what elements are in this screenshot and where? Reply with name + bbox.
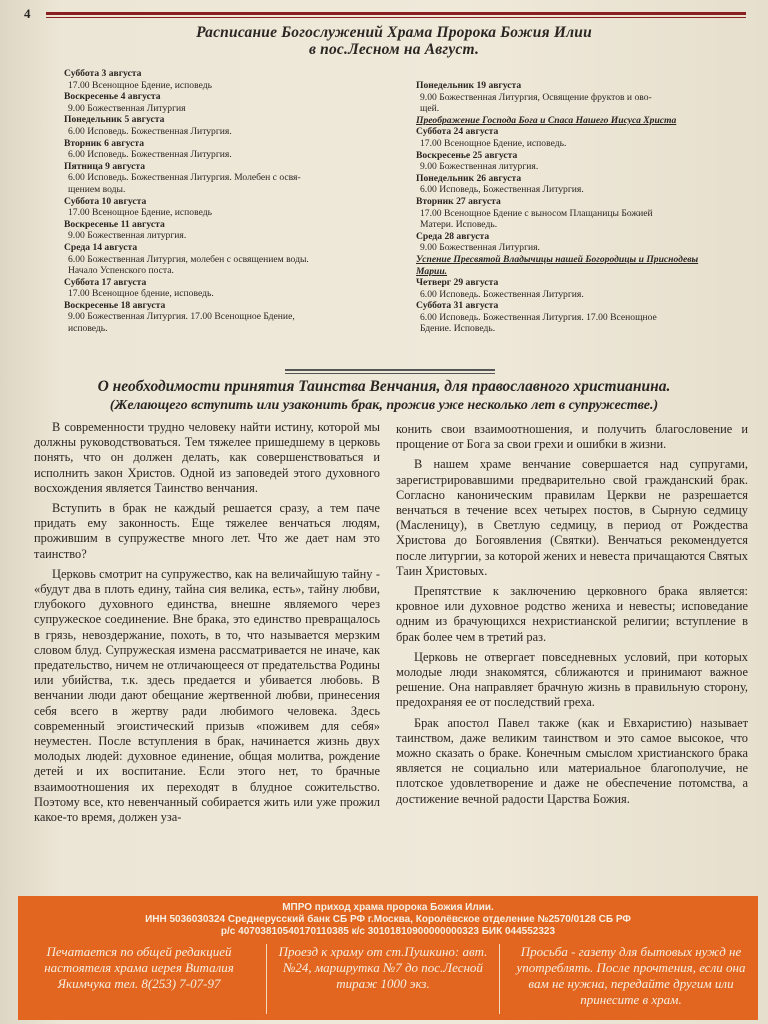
- schedule-day: Суббота 24 августа: [416, 126, 499, 138]
- schedule-service: 17.00 Всенощное Бдение с выносом Плащаницы Божией: [420, 207, 653, 219]
- schedule-service: 17.00 Всенощное бдение, исповедь.: [68, 288, 214, 300]
- schedule-service: 6.00 Исповедь. Божественная Литургия.: [420, 288, 584, 300]
- schedule-service: 9.00 Божественная Литургия. 17.00 Всенощное Бдение,: [68, 311, 295, 323]
- article-paragraph: Церковь не отвергает повседневных условий, при которых молодые люди знакомятся, сближаются и принимают важное решение. Она направляет брачную жизнь в правильную сторону, предохраняя ее от последствий греха.: [396, 649, 748, 710]
- header-rule: [46, 12, 746, 15]
- footer-line1: МПРО приход храма пророка Божия Илии.: [282, 902, 494, 913]
- schedule-service: Начало Успенского поста.: [68, 265, 174, 277]
- schedule-service: щением воды.: [68, 183, 126, 195]
- footer-request-box: Просьба - газету для бытовых нужд не употреблять. После прочтения, если она вам не нужна, передайте другим или принесите в храм.: [516, 944, 746, 1007]
- schedule-service: 9.00 Божественная литургия.: [68, 230, 187, 242]
- footer-bank-details: [18, 902, 758, 938]
- schedule-service: 6.00 Исповедь. Божественная Литургия.: [68, 149, 232, 161]
- section-divider-thin: [285, 373, 495, 374]
- schedule-day: Воскресенье 11 августа: [64, 218, 165, 230]
- schedule-feast: Преображение Господа Бога и Спаса Нашего Иисуса Христа: [416, 114, 677, 126]
- article-paragraph: В нашем храме венчание совершается над супругами, зарегистрировавшими предварительно свой гражданский брак. Согласно каноническим правилам Церкви не разрешается венчаться в течение всех четырех постов, в Сырную седмицу (Масленицу), в Светлую седмицу, в период от Рождества Христова до Богоявления (Святки). Венчаться рекомендуется после литургии, за которой жених и невеста причащаются Святых Таин Христовых.: [396, 457, 748, 578]
- schedule-service: 17.00 Всенощное Бдение, исповедь: [68, 79, 212, 91]
- schedule-day: Среда 14 августа: [64, 241, 138, 253]
- schedule-service: 6.00 Божественная Литургия, молебен с освящением воды.: [68, 253, 309, 265]
- schedule-day: Воскресенье 25 августа: [416, 149, 518, 161]
- schedule-left-column: [64, 68, 394, 335]
- schedule-day: Воскресенье 4 августа: [64, 91, 161, 103]
- article-paragraph: конить свои взаимоотношения, и получить благословение и прощение от Бога за свои грехи и ошибки в жизни.: [396, 422, 748, 452]
- schedule-day: Четверг 29 августа: [416, 277, 499, 289]
- section-divider: [285, 369, 495, 371]
- schedule-service: 17.00 Всенощное Бдение, исповедь: [68, 207, 212, 219]
- article-subtitle: (Желающего вступить или узаконить брак, прожив уже несколько лет в супружестве.): [109, 398, 659, 413]
- schedule-service: 6.00 Исповедь. Божественная Литургия.: [68, 125, 232, 137]
- schedule-title-line1: Расписание Богослужений Храма Пророка Божия Илии: [196, 24, 592, 41]
- article-paragraph: В современности трудно человеку найти истину, которой мы должны руководствоваться. Тем тяжелее пришедшему в церковь понять, что он должен делать, как совершенствоваться и исполнить закон Христов. Одной из заповедей этого духовного восхождения является Таинство венчания.: [34, 420, 380, 495]
- article-paragraph: Брак апостол Павел также (как и Евхаристию) называет таинством, даже великим таинством и это самое высокое, что можно сказать о браке. Конечным смыслом христианского брака является не социально или материальное благополучие, не плотское удовлетворение и даже не обеспечение потомства, а достижение вечной радости Царства Божия.: [396, 715, 748, 806]
- footer-line3: р/с 40703810540170110385 к/с 30101810900000000323 БИК 044552323: [220, 926, 556, 937]
- schedule-service: 9.00 Божественная Литургия: [68, 102, 186, 114]
- article-paragraph: Вступить в брак не каждый решается сразу, а тем паче придать ему законность. Еще тяжелее венчаться людям, прожившим в супружестве много лет. Что же дает нам это таинство?: [34, 501, 380, 561]
- page-number: 4: [24, 6, 31, 21]
- schedule-day: Пятница 9 августа: [64, 160, 146, 172]
- article-left-column: [34, 420, 380, 830]
- schedule-title: [60, 24, 728, 58]
- footer-banner: [18, 896, 758, 1020]
- schedule-service: щей.: [420, 103, 440, 115]
- schedule-day: Суббота 17 августа: [64, 276, 147, 288]
- schedule-day: Вторник 27 августа: [416, 195, 501, 207]
- schedule-day: Понедельник 5 августа: [64, 114, 165, 126]
- schedule-title-line2: в пос.Лесном на Август.: [308, 41, 480, 58]
- schedule-day: Суббота 3 августа: [64, 68, 142, 79]
- schedule-service: 6.00 Исповедь, Божественная Литургия.: [420, 184, 584, 196]
- footer-directions-box: Проезд к храму от ст.Пушкино: авт. №24, маршрутка №7 до пос.Лесной тираж 1000 экз.: [266, 944, 500, 1014]
- schedule-right-column: [416, 80, 716, 335]
- footer-line2: ИНН 5036030324 Среднерусский банк СБ РФ г.Москва, Королёвское отделение №2570/0128 СБ РФ: [145, 914, 631, 925]
- schedule-day: Среда 28 августа: [416, 230, 490, 242]
- article-title: О необходимости принятия Таинства Венчания, для православного христианина.: [97, 378, 671, 395]
- schedule-day: Понедельник 19 августа: [416, 80, 522, 91]
- schedule-service: 6.00 Исповедь. Божественная Литургия. Молебен с освя-: [68, 172, 301, 184]
- schedule-day: Понедельник 26 августа: [416, 172, 522, 184]
- schedule-day: Суббота 10 августа: [64, 195, 147, 207]
- schedule-day: Вторник 6 августа: [64, 137, 145, 149]
- schedule-service: Матери. Исповедь.: [420, 219, 498, 231]
- header-rule-thin: [46, 17, 746, 18]
- schedule-day: Суббота 31 августа: [416, 300, 499, 312]
- schedule-service: 9.00 Божественная литургия.: [420, 161, 539, 173]
- article-paragraph: Церковь смотрит на супружество, как на величайшую тайну - «будут два в плоть едину, тайна сия велика, есть», тайну любви, глубокого духовного единства, внешне являемого через супружеское соединение. Вне брака, это единство превращалось в грязь, невоздержание, похоть, в то, что называется мерзким словом блуд. Супружеская измена рассматривается не иначе, как предательство, ничем не отличающееся от предательства Родины или убийства, т.к. здесь предается и убивается любовь. В венчании люди дают обещание жертвенной любви, принесения себя всего в жертву ради любимого человека. Здесь современный эгоистический призыв «поживем для себя» неуместен. После вступления в брак, начинается жизнь двух молодых людей: духовное единение, общая молитва, рождение детей и их воспитание. Если этого нет, то брачные взаимоотношения их переходят в блудное сожительство. Поэтому все, кто невенчанный собирается жить или уже прожил какое-то время, должен уза-: [34, 566, 380, 825]
- schedule-service: 17.00 Всенощное Бдение, исповедь.: [420, 137, 567, 149]
- schedule-service: исповедь.: [68, 323, 108, 335]
- schedule-feast: Успение Пресвятой Владычицы нашей Богородицы и Приснодевы Марии.: [416, 253, 699, 277]
- schedule-service: Бдение. Исповедь.: [420, 323, 496, 335]
- schedule-service: 9.00 Божественная Литургия.: [420, 242, 540, 254]
- schedule-service: 6.00 Исповедь. Божественная Литургия. 17.00 Всенощное: [420, 311, 657, 323]
- footer-editor-box: Печатается по общей редакцией настоятеля храма иерея Виталия Якимчука тел. 8(253) 7-07-97: [44, 944, 234, 991]
- schedule-service: 9.00 Божественная Литургия, Освящение фруктов и ово-: [420, 91, 652, 103]
- article-paragraph: Препятствие к заключению церковного брака является: кровное или духовное родство жениха и невесты; исповедание одним из брачующихся нехристианской религии; вступление в брак более чем в третий раз.: [396, 584, 748, 644]
- schedule-day: Воскресенье 18 августа: [64, 299, 166, 311]
- article-right-column: [396, 422, 748, 812]
